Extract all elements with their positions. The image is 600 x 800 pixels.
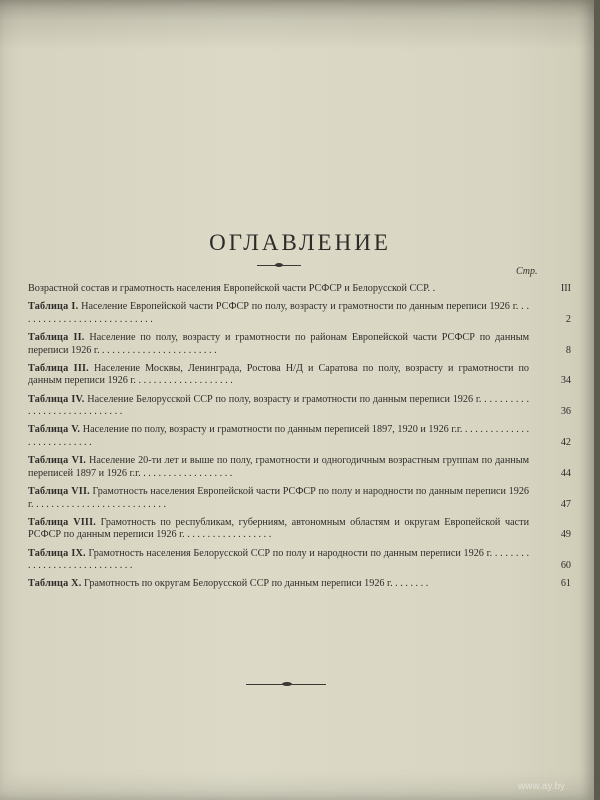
toc-entry-text: Грамотность населения Белорусской ССР по полу и народности по данным переписи 1926 г. . . . . . . . . . . . . . . . . . . . . . . . . . . . .	[28, 547, 529, 572]
toc-entry-text: Грамотность по республикам, губерниям, автономным областям и округам Европейской части РСФСР по данным переписи 1926 г. . . . . . . . . . . . . . . . . .	[28, 516, 530, 541]
toc-entry-number: Таблица VI.	[28, 455, 87, 467]
toc-entry	[28, 517, 571, 542]
toc-entry-number: Таблица VII.	[28, 486, 90, 498]
toc-entry	[28, 486, 571, 511]
toc-entry-page: 61	[560, 578, 571, 590]
toc-entry-page: 60	[560, 560, 571, 572]
toc-entry-page: 49	[560, 529, 571, 541]
toc-entry	[28, 301, 571, 326]
toc-entry-page: 2	[565, 313, 571, 325]
toc-entry-text: Грамотность по округам Белорусской ССР по данным переписи 1926 г. . . . . . . .	[84, 578, 429, 590]
toc-entry-text: Возрастной состав и грамотность населения Европейской части РСФСР и Белорусской ССР. .	[28, 283, 436, 294]
toc-entry	[28, 283, 571, 296]
toc-entry-page: III	[560, 283, 571, 294]
toc-entry-text: Население 20-ти лет и выше по полу, грамотности и одногодичным возрастным группам по данным переписей 1897 и 1926 г.г. . . . . . . . . . . . . . . . . . .	[28, 455, 530, 479]
toc-entry-page: 44	[560, 467, 571, 479]
toc-entry	[28, 394, 571, 419]
table-of-contents	[28, 283, 571, 597]
toc-entry-number: Таблица V.	[28, 424, 81, 436]
toc-entry-number: Таблица II.	[28, 332, 85, 344]
toc-entry	[28, 424, 571, 449]
toc-entry-text: Грамотность населения Европейской части РСФСР по полу и народности по данным переписи 1926 г. . . . . . . . . . . . . . . . . . . . . . . . . . .	[28, 486, 530, 510]
watermark: www.ay.by	[518, 781, 566, 792]
toc-entry-page: 34	[560, 375, 571, 387]
toc-entry-page: 47	[560, 498, 571, 510]
title-ornament-rule	[257, 265, 301, 266]
toc-entry	[28, 548, 571, 573]
toc-entry-text: Население Москвы, Ленинграда, Ростова Н/Д и Саратова по полу, возрасту и грамотности по данным переписи 1926 г. . . . . . . . . . . . . . . . . . . .	[28, 362, 529, 387]
toc-entry-number: Таблица X.	[28, 578, 82, 590]
toc-entry-page: 42	[560, 436, 571, 448]
toc-entry-text: Население по полу, возрасту и грамотности по районам Европейской части РСФСР по данным переписи 1926 г. . . . . . . . . . . . . . . . . . . . . . . .	[28, 332, 530, 356]
toc-entry	[28, 455, 571, 480]
toc-entry	[28, 578, 571, 591]
toc-entry	[28, 363, 571, 388]
closing-ornament-rule	[246, 684, 326, 685]
page-column-label: Стр.	[516, 266, 538, 277]
toc-entry-number: Таблица IV.	[28, 393, 85, 405]
page-title: ОГЛАВЛЕНИЕ	[209, 230, 391, 255]
toc-entry-number: Таблица I.	[28, 301, 79, 313]
toc-entry-text: Население Европейской части РСФСР по полу, возрасту и грамотности по данным переписи 1926 г. . . . . . . . . . . . . . . . . . . . . . . . . . . .	[28, 301, 529, 325]
toc-entry-page: 36	[560, 406, 571, 418]
toc-entry-text: Население Белорусской ССР по полу, возрасту и грамотности по данным переписи 1926 г. . . . . . . . . . . . . . . . . . . . . . . . . . . . .	[28, 393, 530, 418]
toc-entry-number: Таблица VIII.	[28, 516, 97, 528]
toc-entry-number: Таблица III.	[28, 362, 89, 374]
toc-entry-number: Таблица IX.	[28, 547, 86, 559]
toc-entry-page: 8	[565, 344, 571, 356]
toc-entry	[28, 332, 571, 357]
toc-entry-text: Население по полу, возрасту и грамотности по данным переписей 1897, 1920 и 1926 г.г. . . . . . . . . . . . . . . . . . . . . . . . . . .	[28, 424, 529, 448]
